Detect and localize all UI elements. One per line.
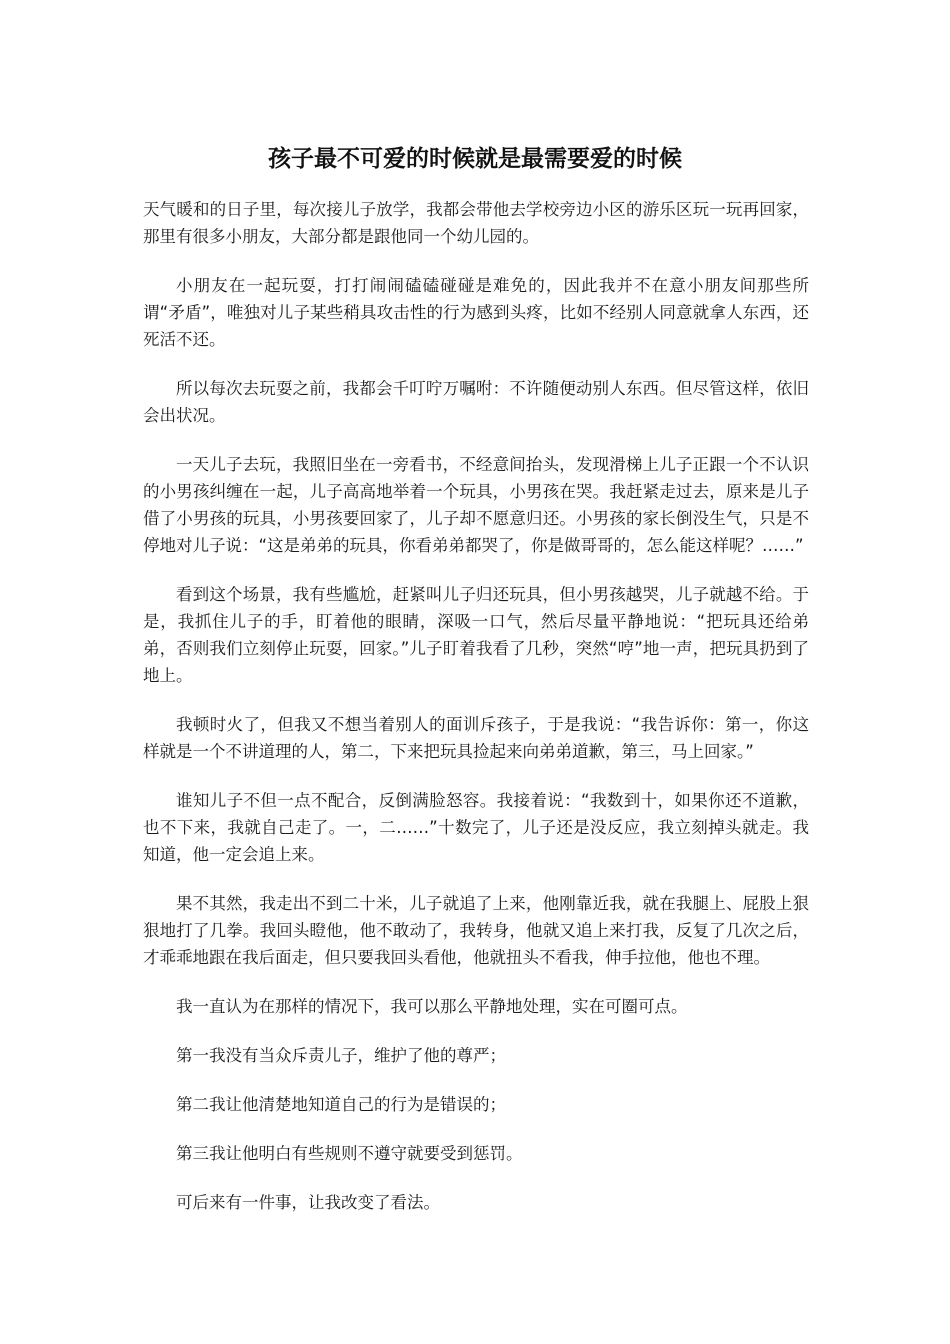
paragraph-8: 果不其然，我走出不到二十米，儿子就追了上来，他刚靠近我，就在我腿上、屁股上狠狠地打了几拳。我回头瞪他，他不敢动了，我转身，他就又追上来打我，反复了几次之后，才乖乖地跟在我后面走，但只要我回头看他，他就扭头不看我，伸手拉他，他也不理。	[143, 894, 809, 967]
paragraph-13: 可后来有一件事，让我改变了看法。	[176, 1193, 440, 1212]
paragraph-5: 看到这个场景，我有些尴尬，赶紧叫儿子归还玩具，但小男孩越哭，儿子就越不给。于是，我抓住儿子的手，盯着他的眼睛，深吸一口气，然后尽量平静地说：“把玩具还给弟弟，否则我们立刻停止玩耍，回家。”儿子盯着我看了几秒，突然“哼”地一声，把玩具扔到了地上。	[143, 585, 809, 685]
paragraph-1: 天气暖和的日子里，每次接儿子放学，我都会带他去学校旁边小区的游乐区玩一玩再回家，那里有很多小朋友，大部分都是跟他同一个幼儿园的。	[143, 200, 809, 246]
paragraph-7: 谁知儿子不但一点不配合，反倒满脸怒容。我接着说：“我数到十，如果你还不道歉，也不下来，我就自己走了。一，二……”十数完了，儿子还是没反应，我立刻掉头就走。我知道，他一定会追上来。	[143, 791, 809, 864]
article-body	[143, 196, 809, 1238]
paragraph-11: 第二我让他清楚地知道自己的行为是错误的；	[176, 1095, 506, 1114]
paragraph-9: 我一直认为在那样的情况下，我可以那么平静地处理，实在可圈可点。	[176, 997, 688, 1016]
article-title: 孩子最不可爱的时候就是最需要爱的时候	[268, 146, 682, 172]
paragraph-4: 一天儿子去玩，我照旧坐在一旁看书，不经意间抬头，发现滑梯上儿子正跟一个不认识的小男孩纠缠在一起，儿子高高地举着一个玩具，小男孩在哭。我赶紧走过去，原来是儿子借了小男孩的玩具，小男孩要回家了，儿子却不愿意归还。小男孩的家长倒没生气，只是不停地对儿子说：“这是弟弟的玩具，你看弟弟都哭了，你是做哥哥的，怎么能这样呢？……”	[143, 455, 809, 555]
paragraph-3: 所以每次去玩耍之前，我都会千叮咛万嘱咐：不许随便动别人东西。但尽管这样，依旧会出状况。	[143, 379, 809, 425]
paragraph-2: 小朋友在一起玩耍，打打闹闹磕磕碰碰是难免的，因此我并不在意小朋友间那些所谓“矛盾”，唯独对儿子某些稍具攻击性的行为感到头疼，比如不经别人同意就拿人东西，还死活不还。	[143, 276, 809, 349]
paragraph-10: 第一我没有当众斥责儿子，维护了他的尊严；	[176, 1046, 506, 1065]
paragraph-6: 我顿时火了，但我又不想当着别人的面训斥孩子，于是我说：“我告诉你：第一，你这样就是一个不讲道理的人，第二，下来把玩具捡起来向弟弟道歉，第三，马上回家。”	[143, 715, 809, 761]
paragraph-12: 第三我让他明白有些规则不遵守就要受到惩罚。	[176, 1144, 523, 1163]
